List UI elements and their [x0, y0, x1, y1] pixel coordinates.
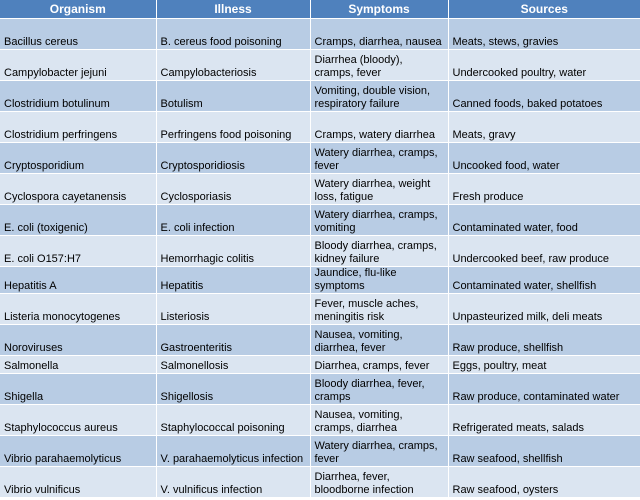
illness-cell: Gastroenteritis — [156, 325, 310, 356]
symptoms-cell: Nausea, vomiting, diarrhea, fever — [310, 325, 448, 356]
header-organism: Organism — [0, 0, 156, 19]
organism-cell: Staphylococcus aureus — [0, 405, 156, 436]
sources-cell: Undercooked poultry, water — [448, 50, 640, 81]
table-row — [0, 143, 640, 174]
symptoms-cell: Bloody diarrhea, fever, cramps — [310, 374, 448, 405]
illness-cell: Salmonellosis — [156, 356, 310, 374]
header-row — [0, 0, 640, 19]
symptoms-cell: Watery diarrhea, cramps, fever — [310, 436, 448, 467]
symptoms-cell: Diarrhea, cramps, fever — [310, 356, 448, 374]
illness-cell: V. vulnificus infection — [156, 467, 310, 498]
organism-cell: Hepatitis A — [0, 267, 156, 294]
sources-cell: Contaminated water, food — [448, 205, 640, 236]
organism-cell: Cryptosporidium — [0, 143, 156, 174]
organism-cell: Listeria monocytogenes — [0, 294, 156, 325]
illness-cell: Campylobacteriosis — [156, 50, 310, 81]
symptoms-cell: Cramps, diarrhea, nausea — [310, 19, 448, 50]
header-symptoms: Symptoms — [310, 0, 448, 19]
table-row — [0, 81, 640, 112]
organism-cell: Noroviruses — [0, 325, 156, 356]
sources-cell: Raw produce, shellfish — [448, 325, 640, 356]
symptoms-cell: Diarrhea, fever, bloodborne infection — [310, 467, 448, 498]
symptoms-cell: Jaundice, flu-like symptoms — [310, 267, 448, 294]
illness-cell: Cryptosporidiosis — [156, 143, 310, 174]
symptoms-cell: Bloody diarrhea, cramps, kidney failure — [310, 236, 448, 267]
illness-cell: V. parahaemolyticus infection — [156, 436, 310, 467]
organism-cell: E. coli O157:H7 — [0, 236, 156, 267]
symptoms-cell: Fever, muscle aches, meningitis risk — [310, 294, 448, 325]
sources-cell: Raw seafood, oysters — [448, 467, 640, 498]
organism-cell: Salmonella — [0, 356, 156, 374]
sources-cell: Unpasteurized milk, deli meats — [448, 294, 640, 325]
illness-cell: Listeriosis — [156, 294, 310, 325]
table-row — [0, 205, 640, 236]
illness-cell: Cyclosporiasis — [156, 174, 310, 205]
sources-cell: Contaminated water, shellfish — [448, 267, 640, 294]
sources-cell: Raw seafood, shellfish — [448, 436, 640, 467]
table-row — [0, 50, 640, 81]
symptoms-cell: Vomiting, double vision, respiratory failure — [310, 81, 448, 112]
illness-cell: Hepatitis — [156, 267, 310, 294]
symptoms-cell: Watery diarrhea, weight loss, fatigue — [310, 174, 448, 205]
sources-cell: Fresh produce — [448, 174, 640, 205]
table-row — [0, 356, 640, 374]
table-row — [0, 19, 640, 50]
sources-cell: Eggs, poultry, meat — [448, 356, 640, 374]
table-row — [0, 294, 640, 325]
header-illness: Illness — [156, 0, 310, 19]
organism-cell: Campylobacter jejuni — [0, 50, 156, 81]
sources-cell: Canned foods, baked potatoes — [448, 81, 640, 112]
table-row — [0, 405, 640, 436]
sources-cell: Meats, gravy — [448, 112, 640, 143]
illness-cell: Shigellosis — [156, 374, 310, 405]
organism-cell: Shigella — [0, 374, 156, 405]
organism-cell: Vibrio parahaemolyticus — [0, 436, 156, 467]
table-row — [0, 267, 640, 294]
illness-cell: Perfringens food poisoning — [156, 112, 310, 143]
table-row — [0, 174, 640, 205]
illness-cell: Staphylococcal poisoning — [156, 405, 310, 436]
symptoms-cell: Cramps, watery diarrhea — [310, 112, 448, 143]
symptoms-cell: Watery diarrhea, cramps, vomiting — [310, 205, 448, 236]
table-row — [0, 374, 640, 405]
sources-cell: Raw produce, contaminated water — [448, 374, 640, 405]
table-row — [0, 436, 640, 467]
organism-cell: Cyclospora cayetanensis — [0, 174, 156, 205]
illness-cell: Hemorrhagic colitis — [156, 236, 310, 267]
organism-cell: Bacillus cereus — [0, 19, 156, 50]
table-row — [0, 467, 640, 498]
symptoms-cell: Nausea, vomiting, cramps, diarrhea — [310, 405, 448, 436]
organism-cell: Clostridium botulinum — [0, 81, 156, 112]
organism-cell: E. coli (toxigenic) — [0, 205, 156, 236]
illness-cell: Botulism — [156, 81, 310, 112]
sources-cell: Uncooked food, water — [448, 143, 640, 174]
symptoms-cell: Watery diarrhea, cramps, fever — [310, 143, 448, 174]
sources-cell: Meats, stews, gravies — [448, 19, 640, 50]
table-row — [0, 236, 640, 267]
organism-cell: Vibrio vulnificus — [0, 467, 156, 498]
illness-cell: B. cereus food poisoning — [156, 19, 310, 50]
illness-cell: E. coli infection — [156, 205, 310, 236]
sources-cell: Refrigerated meats, salads — [448, 405, 640, 436]
symptoms-cell: Diarrhea (bloody), cramps, fever — [310, 50, 448, 81]
table-row — [0, 325, 640, 356]
organism-cell: Clostridium perfringens — [0, 112, 156, 143]
table-row — [0, 112, 640, 143]
header-sources: Sources — [448, 0, 640, 19]
sources-cell: Undercooked beef, raw produce — [448, 236, 640, 267]
